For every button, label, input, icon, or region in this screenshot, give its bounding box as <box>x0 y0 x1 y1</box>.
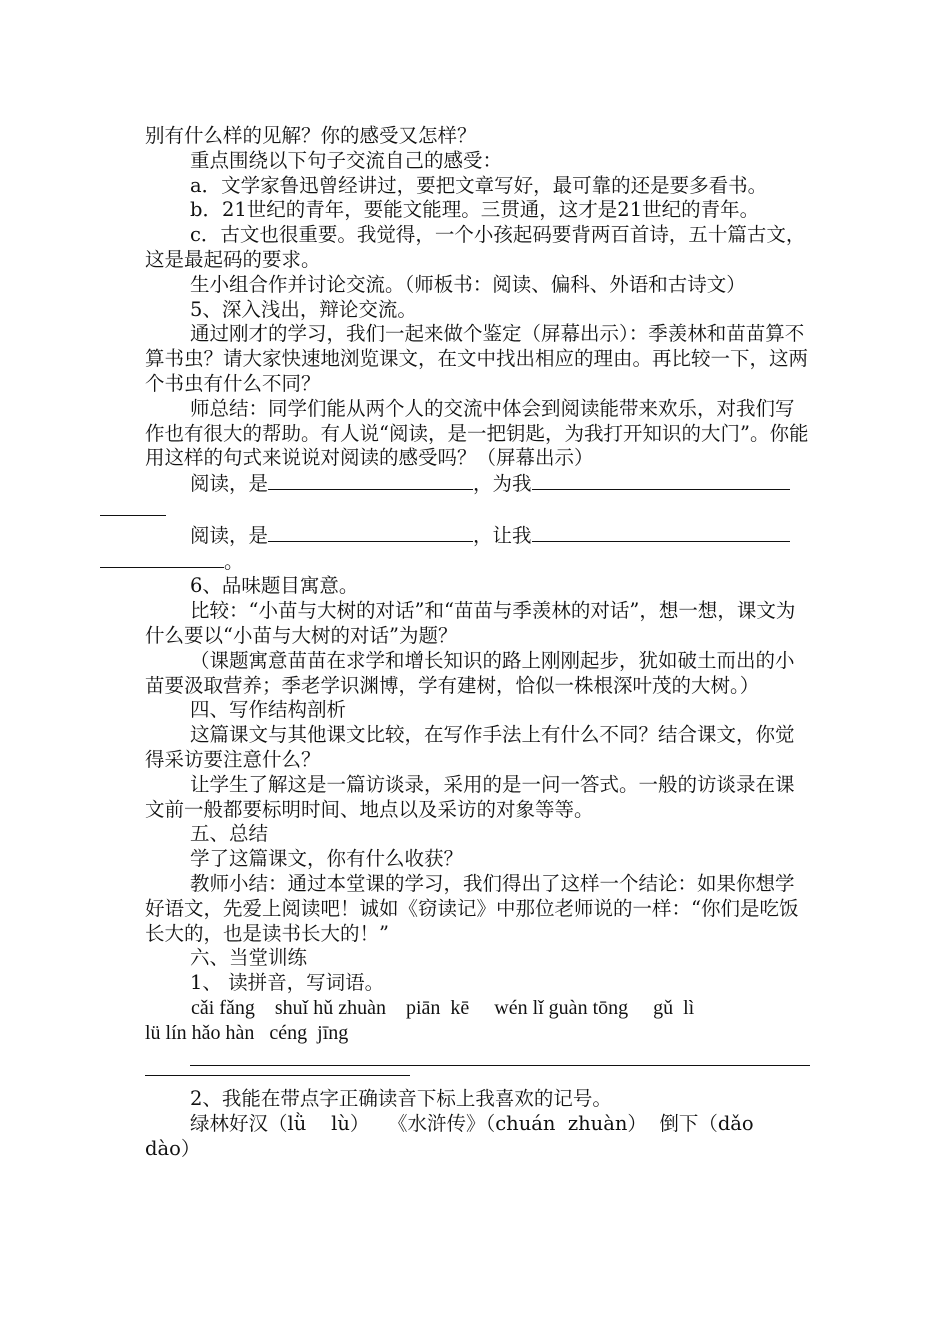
text-line: c．古文也很重要。我觉得，一个小孩起码要背两百首诗，五十篇古文，这是最起码的要求。 <box>145 223 806 271</box>
answer-blank[interactable] <box>532 471 790 490</box>
paragraph: 让学生了解这是一篇访谈录，采用的是一问一答式。一般的访谈录在课文前一般都要标明时间、地点以及采访的对象等等。 <box>145 772 795 821</box>
answer-blank[interactable] <box>532 523 790 542</box>
exercise-title: 1、 读拼音，写词语。 <box>190 971 385 995</box>
pinyin-line: cǎi fǎng shuǐ hǔ zhuàn piān kē wén lǐ guàn tōng gǔ lì <box>191 996 695 1019</box>
section-heading: 四、写作结构剖析 <box>190 698 347 722</box>
fill-in-sentence-1: 阅读，是 ，为我 <box>145 471 810 523</box>
paragraph: 师总结：同学们能从两个人的交流中体会到阅读能带来欢乐，对我们写作也有很大的帮助。有人说“阅读，是一把钥匙，为我打开知识的大门”。你能用这样的句式来说说对阅读的感受吗？（屏幕出示） <box>145 396 809 470</box>
answer-blank[interactable] <box>100 497 166 516</box>
text-line: 别有什么样的见解？你的感受又怎样？ <box>145 124 477 147</box>
section-heading: 5、深入浅出，辩论交流。 <box>190 297 417 321</box>
pronunciation-choices: 绿林好汉（lǜ lù） 《水浒传》（chuán zhuàn） 倒下（dǎo dào） <box>145 1112 767 1161</box>
section-heading: 6、品味题目寓意。 <box>190 574 359 598</box>
text-line: 重点围绕以下句子交流自己的感受： <box>190 148 503 172</box>
text-line: 生小组合作并讨论交流。（师板书：阅读、偏科、外语和古诗文） <box>190 272 746 296</box>
answer-blank[interactable] <box>268 471 473 490</box>
paragraph: 这篇课文与其他课文比较，在写作手法上有什么不同？结合课文，你觉得采访要注意什么？ <box>145 723 795 771</box>
answer-area[interactable] <box>145 1073 810 1087</box>
text-line: a．文学家鲁迅曾经讲过，要把文章写好，最可靠的还是要多看书。 <box>190 173 768 197</box>
answer-blank[interactable] <box>268 523 473 542</box>
paragraph: 比较：“小苗与大树的对话”和“苗苗与季羡林的对话”，想一想，课文为什么要以“小苗与大树的对话”为题？ <box>145 599 796 647</box>
answer-blank[interactable] <box>100 549 224 568</box>
fill-in-sentence-2: 阅读，是 ，让我 。 <box>145 523 810 575</box>
section-heading: 五、总结 <box>190 822 269 846</box>
paragraph: 学了这篇课文，你有什么收获？ <box>190 847 464 871</box>
text-line: b．21世纪的青年，要能文能理。三贯通，这才是21世纪的青年。 <box>190 198 760 222</box>
paragraph: 通过刚才的学习，我们一起来做个鉴定（屏幕出示）：季羡林和苗苗算不算书虫？请大家快速地浏览课文，在文中找出相应的理由。再比较一下，这两个书虫有什么不同？ <box>145 322 809 395</box>
paragraph: （课题寓意苗苗在求学和增长知识的路上刚刚起步，犹如破土而出的小苗要汲取营养；季老学识渊博，学有建树，恰似一株根深叶茂的大树。） <box>145 648 795 697</box>
pinyin-line: lü lín hǎo hàn céng jīng <box>145 1021 349 1044</box>
exercise-title: 2、我能在带点字正确读音下标上我喜欢的记号。 <box>190 1087 612 1111</box>
document-page <box>145 124 810 1162</box>
section-heading: 六、当堂训练 <box>190 946 308 970</box>
paragraph: 教师小结：通过本堂课的学习，我们得出了这样一个结论：如果你想学好语文，先爱上阅读吧！诚如《窃读记》中那位老师说的一样：“你们是吃饭长大的，也是读书长大的！” <box>145 871 799 945</box>
answer-area[interactable] <box>145 1045 810 1073</box>
